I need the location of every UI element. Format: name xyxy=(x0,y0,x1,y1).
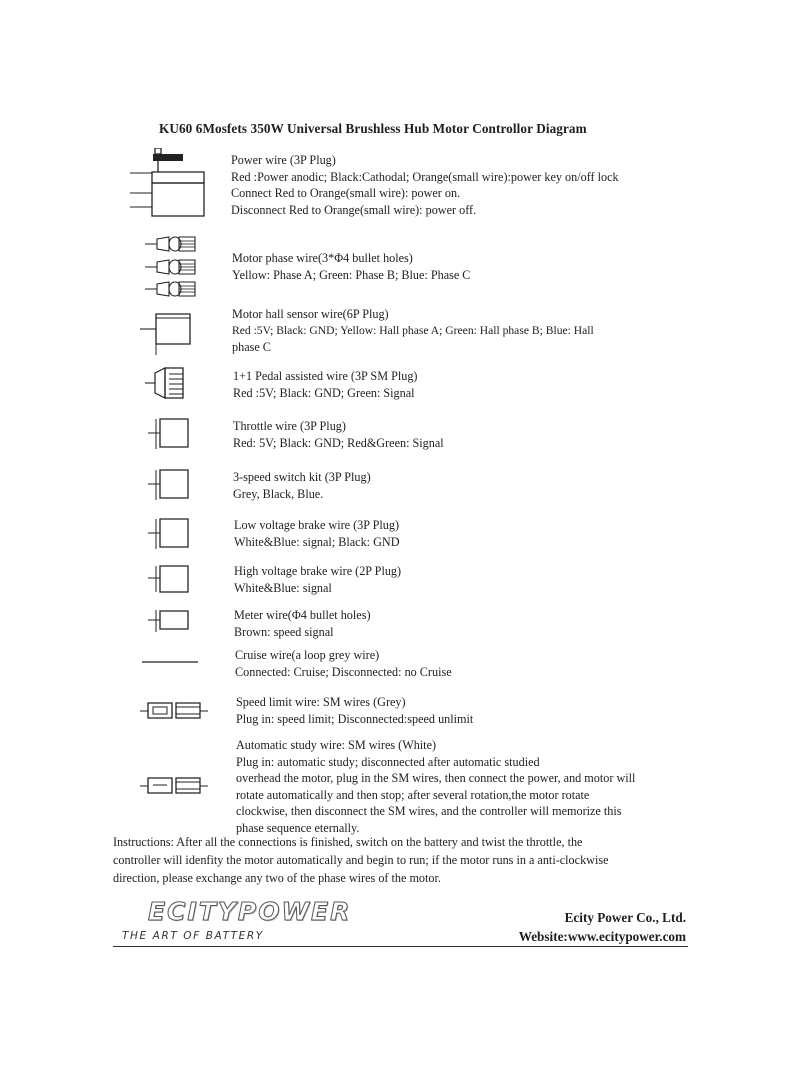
entry-heading: Cruise wire(a loop grey wire) xyxy=(235,648,380,662)
entry-detail: Red: 5V; Black: GND; Red&Green: Signal xyxy=(233,435,444,450)
entry-detail: White&Blue: signal; Black: GND xyxy=(234,534,400,549)
logo-tagline: THE ART OF BATTERY xyxy=(122,930,264,942)
entry-heading: 1+1 Pedal assisted wire (3P SM Plug) xyxy=(233,369,418,383)
entry-detail: Red :Power anodic; Black:Cathodal; Orange(small wire):power key on/off lock xyxy=(231,169,619,184)
throttle-wire-entry xyxy=(233,418,444,451)
entry-heading: Motor hall sensor wire(6P Plug) xyxy=(232,307,389,321)
motor-phase-wire-entry xyxy=(232,250,470,283)
sm-connector-pair-icon xyxy=(138,699,210,723)
two-pin-plug-icon xyxy=(146,562,194,598)
instructions-line: controller will idenfity the motor automatically and begin to run; if the motor runs in a anti-clockwise xyxy=(113,852,609,867)
entry-detail: Grey, Black, Blue. xyxy=(233,486,324,501)
hall-plug-icon xyxy=(140,311,195,359)
entry-detail: Red :5V; Black: GND; Yellow: Hall phase A; Green: Hall phase B; Blue: Hall xyxy=(232,323,594,337)
entry-heading: Motor phase wire(3*Φ4 bullet holes) xyxy=(232,251,413,265)
page-title: KU60 6Mosfets 350W Universal Brushless Hub Motor Controllor Diagram xyxy=(159,121,587,136)
hall-sensor-wire-entry xyxy=(232,306,594,356)
three-pin-plug-icon xyxy=(146,514,194,554)
entry-heading: Power wire (3P Plug) xyxy=(231,153,336,167)
speed-limit-wire-entry xyxy=(236,694,473,727)
entry-detail: Connected: Cruise; Disconnected: no Cruise xyxy=(235,664,452,679)
meter-plug-icon xyxy=(146,606,194,636)
instructions-line: direction, please exchange any two of the phase wires of the motor. xyxy=(113,870,441,885)
meter-wire-entry xyxy=(234,607,371,640)
instructions-line: Instructions: After all the connections is finished, switch on the battery and twist the throttle, the xyxy=(113,835,583,849)
entry-heading: Meter wire(Φ4 bullet holes) xyxy=(234,608,371,622)
three-pin-plug-icon xyxy=(146,414,194,454)
power-wire-entry xyxy=(231,152,619,218)
power-plug-icon xyxy=(130,148,210,223)
high-voltage-brake-entry xyxy=(234,563,401,596)
company-website: Website:www.ecitypower.com xyxy=(518,929,686,944)
entry-detail: Red :5V; Black: GND; Green: Signal xyxy=(233,385,415,400)
entry-detail: Plug in: automatic study; disconnected after automatic studied xyxy=(236,754,540,769)
entry-detail: overhead the motor, plug in the SM wires, then connect the power, and motor will xyxy=(236,771,636,785)
entry-heading: High voltage brake wire (2P Plug) xyxy=(234,564,402,578)
speed-switch-entry xyxy=(233,469,371,502)
entry-detail: Brown: speed signal xyxy=(234,624,334,639)
entry-detail: clockwise, then disconnect the SM wires, and the controller will memorize this xyxy=(236,804,622,818)
entry-detail: Disconnect Red to Orange(small wire): power off. xyxy=(231,202,477,217)
entry-detail: Plug in: speed limit; Disconnected:speed unlimit xyxy=(236,711,474,726)
entry-heading: Speed limit wire: SM wires (Grey) xyxy=(236,695,406,709)
entry-heading: Low voltage brake wire (3P Plug) xyxy=(234,518,400,532)
entry-heading: Automatic study wire: SM wires (White) xyxy=(236,738,437,752)
entry-detail: White&Blue: signal xyxy=(234,580,332,595)
sm-connector-pair-icon xyxy=(138,774,210,798)
three-pin-plug-icon xyxy=(146,465,194,505)
company-logo: ECITYPOWER xyxy=(148,897,352,926)
entry-heading: 3-speed switch kit (3P Plug) xyxy=(233,470,371,484)
entry-detail: rotate automatically and then stop; after several rotation,the motor rotate xyxy=(236,787,590,802)
footer-divider xyxy=(113,946,688,947)
entry-detail: Connect Red to Orange(small wire): power on. xyxy=(231,186,461,200)
entry-heading: Throttle wire (3P Plug) xyxy=(233,419,346,433)
sm-plug-icon xyxy=(145,365,190,403)
entry-detail: Yellow: Phase A; Green: Phase B; Blue: Phase C xyxy=(232,267,471,282)
bullet-connector-icon xyxy=(145,234,200,300)
company-info xyxy=(519,908,686,946)
entry-detail: phase C xyxy=(232,340,271,354)
low-voltage-brake-entry xyxy=(234,517,400,550)
loop-wire-icon xyxy=(140,658,202,666)
cruise-wire-entry xyxy=(235,647,452,680)
entry-detail: phase sequence eternally. xyxy=(236,820,360,835)
pedal-assist-wire-entry xyxy=(233,368,418,401)
auto-study-wire-entry xyxy=(236,737,635,836)
company-name: Ecity Power Co., Ltd. xyxy=(564,910,686,925)
instructions-paragraph xyxy=(113,834,713,887)
